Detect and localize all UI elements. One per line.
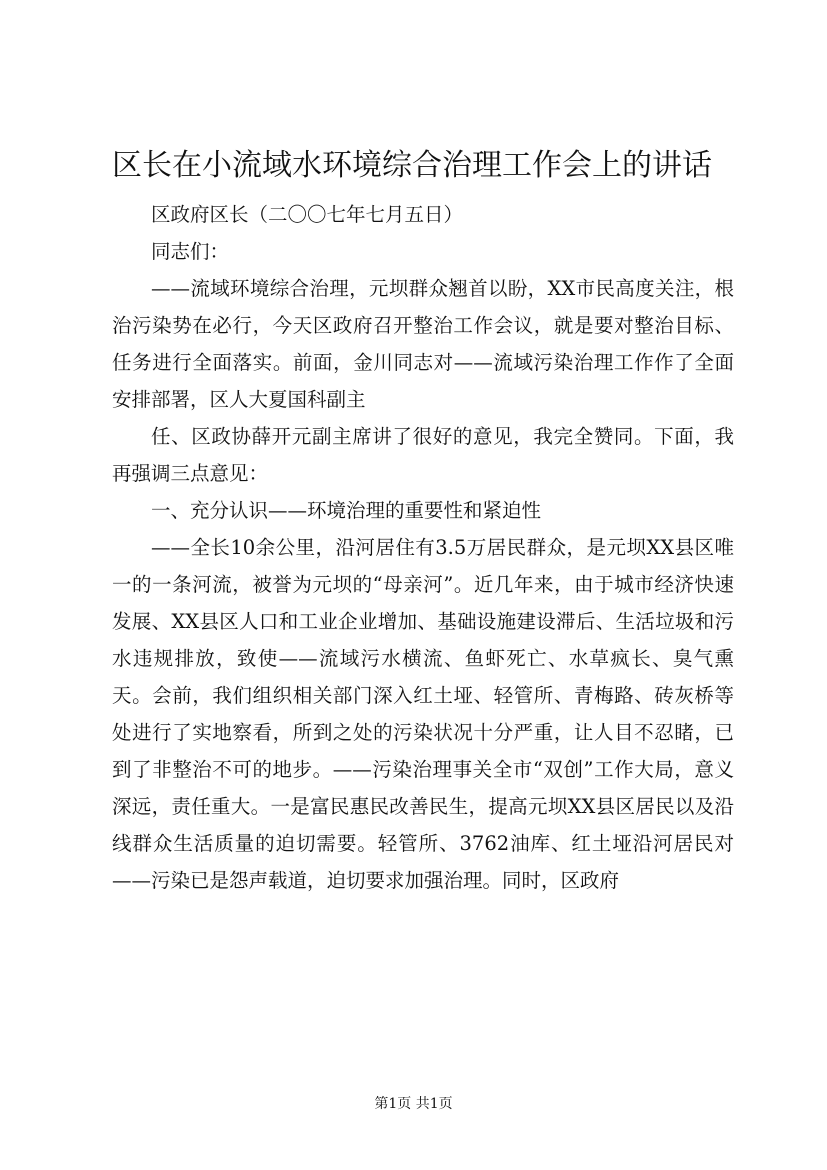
body-paragraph: ——全长10余公里，沿河居住有3.5万居民群众，是元坝XX县区唯一的一条河流，被誉为元坝的“母亲河”。近几年来，由于城市经济快速发展、XX县区人口和工业企业增加、基础设施建设滞后、生活垃圾和污水违规排放，致使——流域污水横流、鱼虾死亡、水草疯长、臭气熏天。会前，我们组织相关部门深入红土垭、轻管所、青梅路、砖灰桥等处进行了实地察看，所到之处的污染状况十分严重，让人目不忍睹，已到了非整治不可的地步。——污染治理事关全市“双创”工作大局，意义深远，责任重大。一是富民惠民改善民生，提高元坝XX县区居民以及沿线群众生活质量的迫切需要。轻管所、3762油库、红土垭沿河居民对——污染已是怨声载道，迫切要求加强治理。同时，区政府 [112,536,734,892]
speaker-line: 区政府区长（二〇〇七年七月五日） [151,203,464,226]
body-paragraph: ——流域环境综合治理，元坝群众翘首以盼，XX市民高度关注，根治污染势在必行，今天区政府召开整治工作会议，就是要对整治目标、任务进行全面落实。前面，金川同志对——流域污染治理工作作了全面安排部署，区人大夏国科副主 [112,277,734,411]
salutation: 同志们： [151,240,230,263]
section-heading: 一、充分认识——环境治理的重要性和紧迫性 [151,499,542,522]
body-paragraph: 任、区政协薛开元副主席讲了很好的意见，我完全赞同。下面，我再强调三点意见： [112,425,734,485]
document-title: 区长在小流域水环境综合治理工作会上的讲话 [112,148,712,183]
document-body [112,196,734,899]
page-number-footer: 第1页 共1页 [374,1096,453,1112]
